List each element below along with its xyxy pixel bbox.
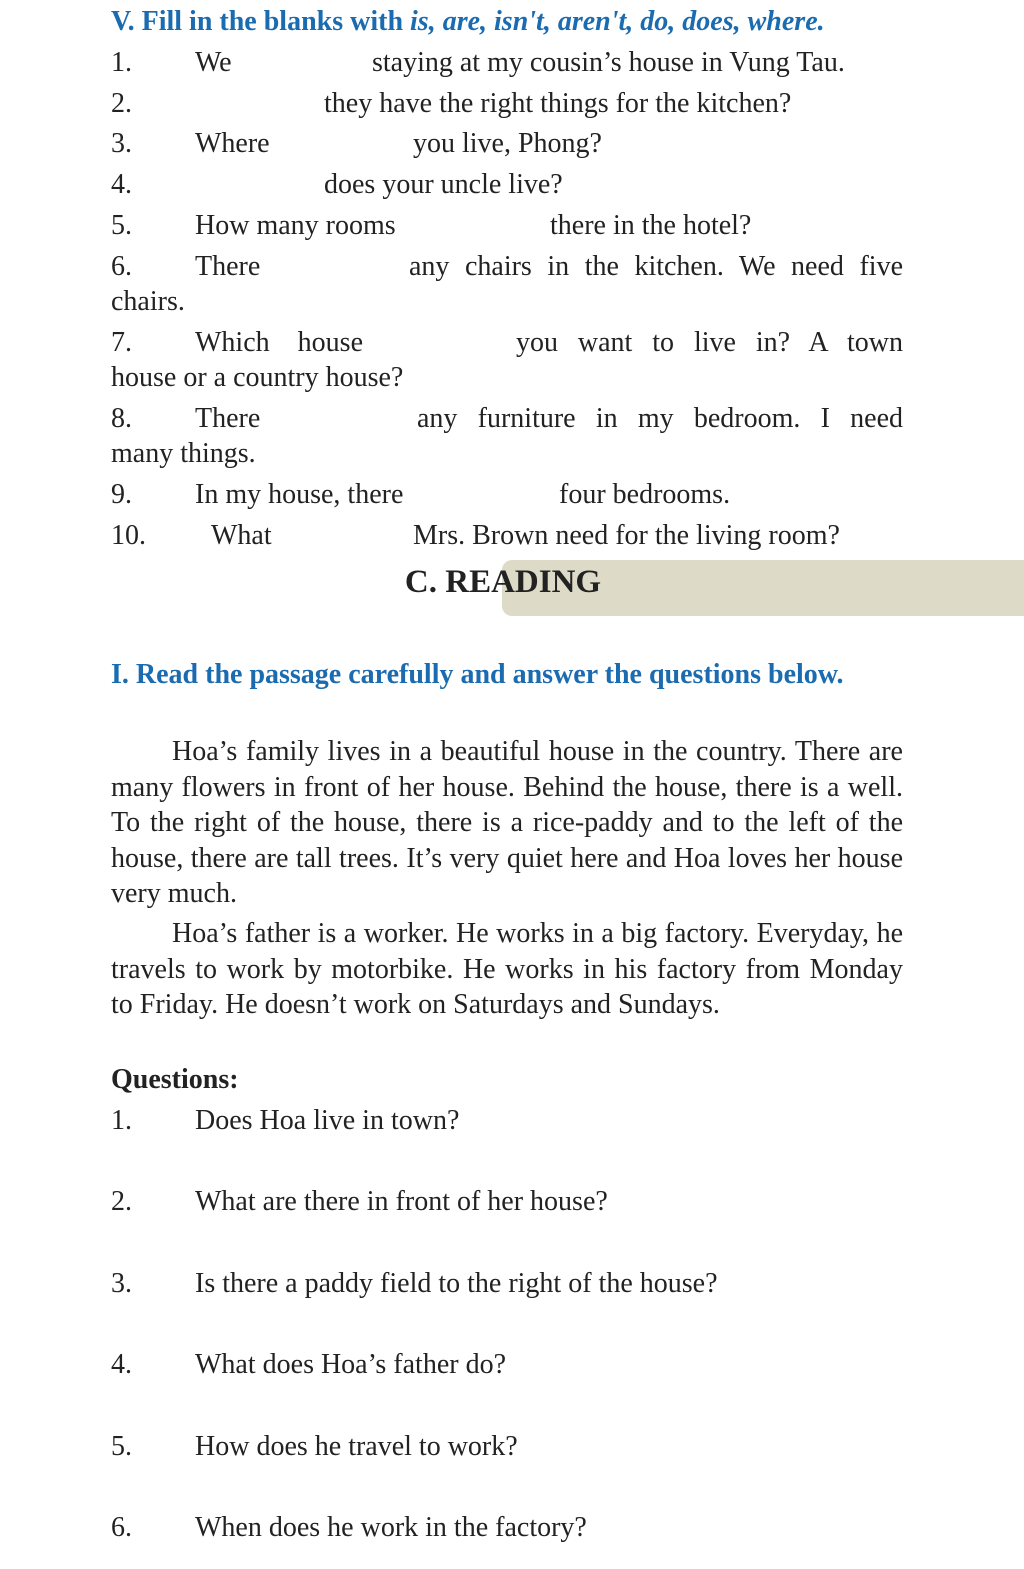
question-text: Does Hoa live in town? (195, 1105, 460, 1136)
item-text-start: We (195, 47, 232, 78)
item-number: 4. (111, 169, 132, 200)
passage-paragraph: Hoa’s family lives in a beautiful house in the country. There are many flowers in front of her house. Behind the house, there is a well. To the right of the house, there is a rice-paddy and to the left of the house, there are tall trees. It’s very quiet here and Hoa loves her house very much. (111, 736, 903, 909)
question-item (111, 1430, 518, 1464)
item-text-start: What (211, 520, 272, 551)
item-number: 9. (111, 479, 132, 510)
item-number: 1. (111, 47, 132, 78)
question-item (111, 1267, 718, 1301)
item-text-start: Where (195, 128, 270, 159)
question-text: How does he travel to work? (195, 1431, 518, 1462)
item-text-start: How many rooms (195, 210, 396, 241)
item-number: 8. (111, 403, 132, 434)
question-item (111, 1348, 506, 1382)
reading-section-title: C. READING (404, 564, 602, 600)
item-text-start: In my house, there (195, 479, 404, 510)
item-text-end: Mrs. Brown need for the living room? (413, 520, 840, 551)
item-text-start: Which house (195, 327, 363, 358)
question-number: 2. (111, 1186, 132, 1217)
item-text-end: they have the right things for the kitchen? (324, 88, 792, 119)
item-number: 5. (111, 210, 132, 241)
question-number: 3. (111, 1268, 132, 1299)
exercise-v-title: V. Fill in the blanks with is, are, isn't, aren't, do, does, where. (111, 6, 825, 37)
item-text-continuation: house or a country house? (111, 362, 404, 393)
questions-heading: Questions: (111, 1064, 239, 1095)
question-item (111, 1511, 587, 1545)
question-number: 4. (111, 1349, 132, 1380)
item-text-end: does your uncle live? (324, 169, 563, 200)
item-number: 6. (111, 251, 132, 282)
question-text: What are there in front of her house? (195, 1186, 608, 1217)
question-text: When does he work in the factory? (195, 1512, 587, 1543)
question-item (111, 1185, 608, 1219)
item-text-end: you want to live in? A town (516, 327, 903, 358)
question-number: 1. (111, 1105, 132, 1136)
question-number: 5. (111, 1431, 132, 1462)
item-text-end: four bedrooms. (559, 479, 731, 510)
item-text-continuation: chairs. (111, 286, 185, 317)
passage-paragraph: Hoa’s father is a worker. He works in a big factory. Everyday, he travels to work by motorbike. He works in his factory from Monday to Friday. He doesn’t work on Saturdays and Sundays. (111, 918, 903, 1020)
reading-task-title: I. Read the passage carefully and answer the questions below. (111, 659, 844, 690)
item-text-start: There (195, 251, 261, 282)
item-number: 3. (111, 128, 132, 159)
item-text-end: any furniture in my bedroom. I need (417, 403, 903, 434)
item-text-continuation: many things. (111, 438, 256, 469)
item-text-end: any chairs in the kitchen. We need five (409, 251, 903, 282)
item-text-start: There (195, 403, 261, 434)
item-text-end: staying at my cousin’s house in Vung Tau. (372, 47, 845, 78)
question-text: What does Hoa’s father do? (195, 1349, 506, 1380)
item-number: 10. (111, 520, 146, 551)
item-number: 2. (111, 88, 132, 119)
item-number: 7. (111, 327, 132, 358)
item-text-end: there in the hotel? (550, 210, 752, 241)
question-text: Is there a paddy field to the right of the house? (195, 1268, 718, 1299)
question-item (111, 1104, 459, 1138)
question-number: 6. (111, 1512, 132, 1543)
item-text-end: you live, Phong? (413, 128, 602, 159)
